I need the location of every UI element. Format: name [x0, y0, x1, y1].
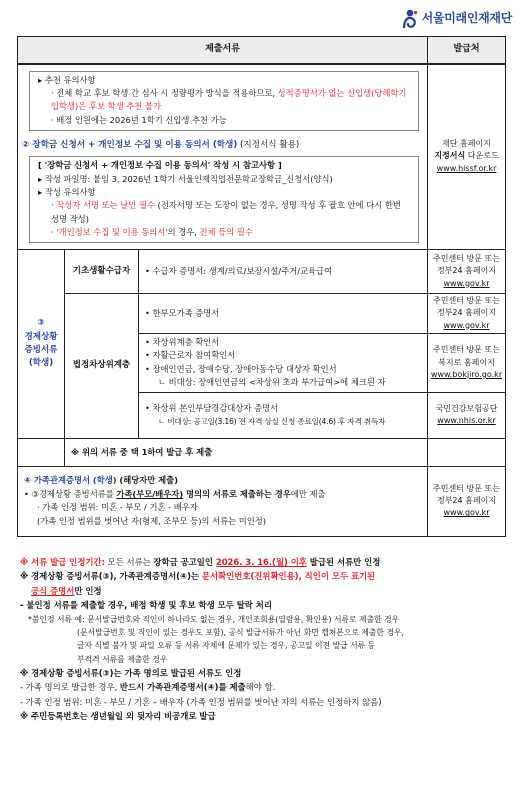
- recommend-note-1: · 전체 학교 후보 학생 간 심사 시 정량평가 방식을 적용하므로, 성적증명서가 없는 신입생(당해학기 입학생)은 후보 학생 추천 불가: [51, 87, 407, 112]
- category-near-poverty: 법정차상위계층: [65, 293, 139, 438]
- family-relation-line-1: • ③경제상황 증빙서류를 가족(부모/배우자) 명의의 서류로 제출하는 경우에만 제출: [24, 488, 326, 499]
- family-relation-cell: [18, 466, 428, 536]
- note-family-range: - 가족 인정 범위: 미혼 - 부모 / 기혼 – 배우자 (가족 인정 범위를 벗어난 자의 서류는 인정하지 않음): [20, 696, 382, 707]
- documents-table: [17, 36, 506, 537]
- note-official-docs: ※ 경제상황 증빙서류(③), 가족관계증명서(④)는 문서확인번호(진위확인용), 직인이 모두 표기된: [20, 571, 376, 582]
- header-issuer: 발급처: [428, 37, 506, 64]
- family-relation-line-3: (가족 인정 범위를 벗어난 자(형제, 조부모 등)의 서류는 미인정): [37, 515, 267, 526]
- recommend-notes-title: ▸ 추천 유의사항: [38, 74, 96, 85]
- issuer-gov24-link-3[interactable]: www.gov.kr: [443, 508, 490, 518]
- issuer-bokjiro-link[interactable]: www.bokjiro.go.kr: [430, 370, 503, 380]
- application-form-caution-title: ▸ 작성 유의사항: [38, 187, 96, 198]
- issuer-foundation-link[interactable]: www.hissf.or.kr: [436, 163, 497, 173]
- basic-recipient-docs: • 수급자 증명서: 생계/의료/보장시설/주거/교육급여: [139, 249, 428, 293]
- issuer-gov24-link-2[interactable]: www.gov.kr: [443, 320, 490, 330]
- application-form-file-name: ▸ 작성 파일명: 붙임 3. 2026년 1학기 서울인재직업전문학교장학금_신청서(양식): [38, 173, 333, 184]
- issuer-nhis-link[interactable]: www.nhis.or.kr: [437, 416, 496, 426]
- issuer-foundation: 재단 홈페이지 지정서식 다운로드 www.hissf.or.kr: [428, 64, 506, 250]
- issuer-gov24-link-1[interactable]: www.gov.kr: [443, 278, 490, 288]
- section-4-row: [18, 466, 506, 536]
- application-form-notes-box: [29, 156, 419, 243]
- section-3-row-single-parent: [18, 293, 506, 333]
- section-3-row-basic: [18, 249, 506, 293]
- section-1-row: [18, 64, 506, 250]
- recommend-note-2: · 배정 인원에는 2026년 1학기 신입생 추천 가능: [51, 114, 227, 125]
- nhis-docs: • 차상위 본인부담경감대상자 증명서 ㄴ 비대상: 공고일(3.16) 전 자격 상실 신청 종료일(4.6) 후 자격 취득자: [139, 392, 428, 438]
- section-3-note-row: [18, 438, 506, 466]
- application-form-title: ② 장학금 신청서 + 개인정보 수집 및 이용 동의서 (학생) (지정서식 활용): [22, 140, 300, 151]
- issuer-gov24-2: 주민센터 방문 또는 정부24 홈페이지 www.gov.kr: [428, 293, 506, 333]
- note-invalid-docs: - 불인정 서류를 제출할 경우, 배정 학생 및 후보 학생 모두 탈락 처리: [20, 600, 272, 611]
- issuer-gov24-3: 주민센터 방문 또는 정부24 홈페이지 www.gov.kr: [428, 466, 506, 536]
- recommend-notes-box: [29, 71, 419, 132]
- table-header-row: [18, 37, 506, 64]
- note-family-name-docs: ※ 경제상황 증빙서류(③)는 가족 명의로 발급된 서류도 인정: [20, 667, 242, 678]
- application-form-notes-title: [ '장학금 신청서 + 개인정보 수집 이용 동의서' 작성 시 참고사항 ]: [38, 160, 282, 171]
- economic-docs-note: ※ 위의 서류 중 택 1하여 발급 후 제출: [65, 438, 428, 466]
- application-form-caution-1: · 작성자 서명 또는 날인 필수 (전자서명 또는 도장이 없는 경우, 성명 작성 후 괄호 안에 다시 한번 성명 작성): [51, 200, 401, 224]
- economic-docs-label: ③ 경제상황 증빙서류 (학생): [18, 249, 65, 438]
- foundation-logo-text: 서울미래인재재단: [421, 11, 512, 26]
- welfare-docs: • 차상위계층 확인서 • 자활근로자 참여확인서 • 장애인연금, 장애수당, 장애아동수당 대상자 확인서 ㄴ 비대상: 장애인연금의 <차상위 초과 부가급여>에 체크된 자: [139, 333, 428, 392]
- bottom-notes: ※ 서류 발급 인정기간: 모든 서류는 장학금 공고일인 2026. 3. 16.(월) 이후 발급된 서류만 인정 ※ 경제상황 증빙서류(③), 가족관계증명서(④)는 문서확인번호(진위확인용), 직인이 모두 표기된 공식 증명서만 인정 - 불인정 서류를 제출할 경우, 배정 학생 및 후보 학생 모두 탈락 처리 *불인정 서류 예: 문서발급번호와 직인이 하나라도 없는 경우, 개인조회용(열람용, 확인용) 서류로 제출한 경우 (문서발급번호 및 직인이 있는 경우도 포함), 공식 발급서류가 아닌 화면 캡쳐본으로 제출한 경우, 글자 식별 불가 및 파일 오류 등 서류 자체에 문제가 있는 경우, 공고일 이전 발급 서류 등 부적격 서류를 제출한 경우 ※ 경제상황 증빙서류(③)는 가족 명의로 발급된 서류도 인정 - 가족 명의로 발급한 경우, 반드시 가족관계증명서(④)를 제출해야 함. - 가족 인정 범위: 미혼 - 부모 / 기혼 – 배우자 (가족 인정 범위를 벗어난 자의 서류는 인정하지 않음) ※ 주민등록번호는 생년월일 외 뒷자리 비공개로 발급: [20, 555, 504, 724]
- note-issue-period: ※ 서류 발급 인정기간: 모든 서류는 장학금 공고일인 2026. 3. 16.(월) 이후 발급된 서류만 인정: [20, 557, 381, 567]
- family-relation-title: ④ 가족관계증명서 (학생) (해당자만 제출): [24, 475, 178, 486]
- issuer-nhis: 국민건강보험공단 www.nhis.or.kr: [428, 392, 506, 438]
- note-resident-number: ※ 주민등록번호는 생년월일 외 뒷자리 비공개로 발급: [20, 711, 216, 722]
- category-basic-recipient: 기초생활수급자: [65, 249, 139, 293]
- note-family-must-submit: - 가족 명의로 발급한 경우, 반드시 가족관계증명서(④)를 제출해야 함.: [20, 682, 276, 693]
- issuer-gov24-1: 주민센터 방문 또는 정부24 홈페이지 www.gov.kr: [428, 249, 506, 293]
- note-official-docs-cont: 공식 증명서만 인정: [31, 585, 102, 596]
- application-form-caution-2: · '개인정보 수집 및 이용 동의서'의 경우, 전체 등의 필수: [51, 227, 253, 238]
- foundation-logo-icon: [401, 8, 419, 30]
- single-parent-docs: • 한부모가족 증명서: [139, 293, 428, 333]
- note-invalid-examples: *불인정 서류 예: 문서발급번호와 직인이 하나라도 없는 경우, 개인조회용(열람용, 확인용) 서류로 제출한 경우: [28, 614, 400, 624]
- foundation-logo: [401, 7, 512, 31]
- issuer-bokjiro: 주민센터 방문 또는 복지로 홈페이지 www.bokjiro.go.kr: [428, 333, 506, 392]
- family-relation-line-2: · 가족 인정 범위: 미혼 - 부모 / 기혼 - 배우자: [37, 502, 198, 513]
- header-documents: 제출서류: [18, 37, 428, 64]
